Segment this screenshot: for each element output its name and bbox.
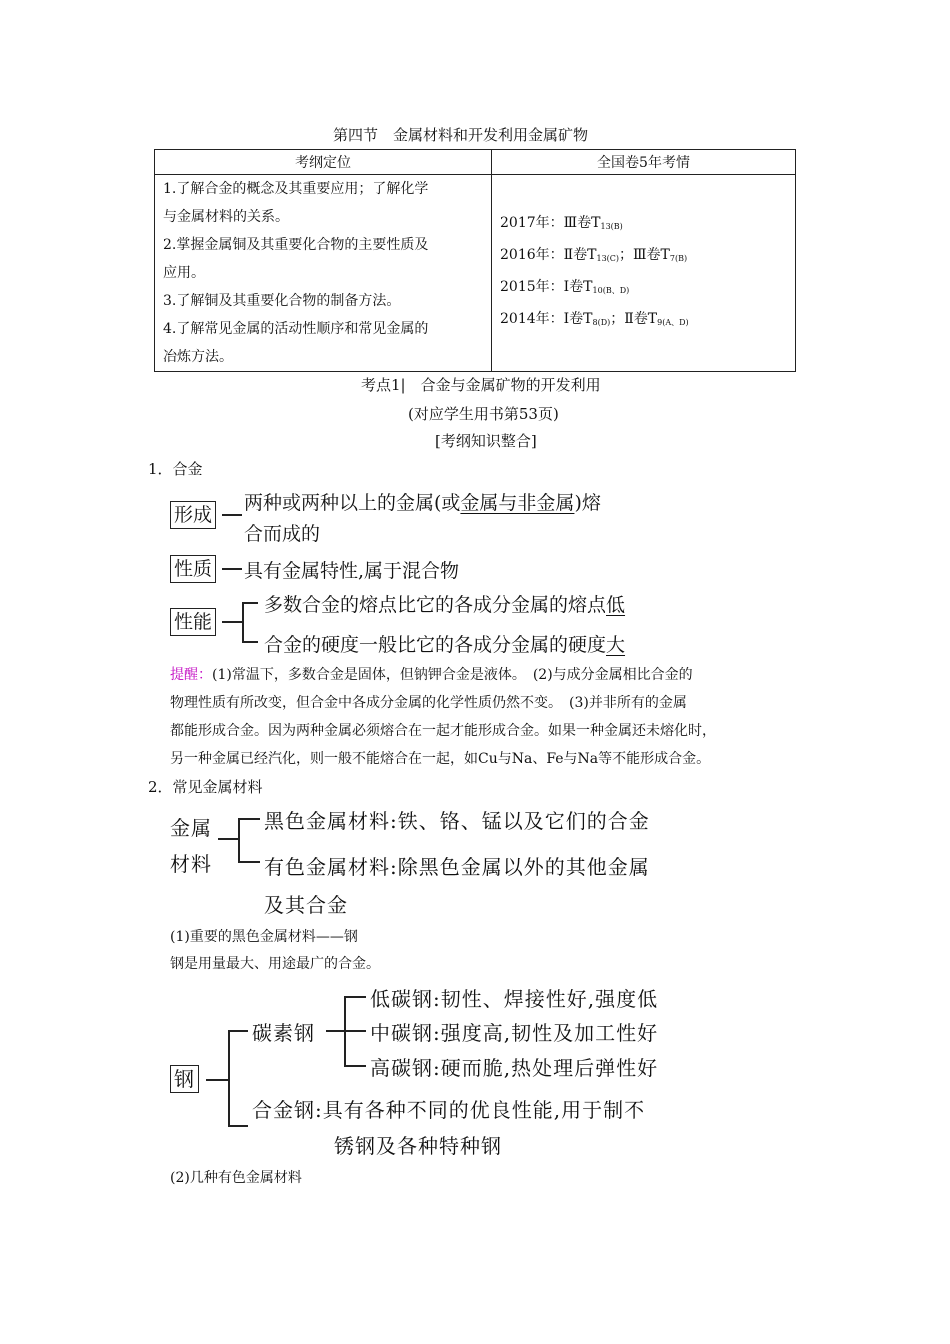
bracket-line — [242, 602, 258, 604]
nature-text: 具有金属特性,属于混合物 — [244, 560, 460, 582]
exam-row: 2014年：Ⅰ卷$T_{8(D)}$；Ⅱ卷$T_{9(A、D)}$ — [500, 311, 689, 327]
knowledge-heading: [考纲知识整合] — [435, 432, 537, 450]
connector-line — [222, 621, 242, 623]
exam-row: 2017年：Ⅲ卷$T_{13(B)}$ — [500, 215, 623, 231]
performance-label: 性能 — [170, 608, 216, 636]
bracket-line — [344, 1065, 366, 1067]
table-header-syllabus: 考纲定位 — [155, 150, 492, 175]
syllabus-line: 1.了解合金的概念及其重要应用；了解化学 — [163, 181, 429, 197]
syllabus-cell — [155, 175, 492, 372]
section-heading-materials: 2．常见金属材料 — [148, 778, 263, 796]
page-title: 第四节 金属材料和开发利用金属矿物 — [333, 126, 589, 144]
syllabus-table — [154, 149, 796, 372]
exam-row: 2015年：Ⅰ卷$T_{10(B、D)}$ — [500, 279, 630, 295]
alloy-steel-cont: 锈钢及各种特种钢 — [334, 1134, 502, 1158]
form-text: 两种或两种以上的金属(或金属与非金属)熔 — [244, 492, 601, 514]
subheading-ferrous: (1)重要的黑色金属材料——钢 — [170, 929, 358, 945]
connector-line — [222, 514, 242, 516]
form-label: 形成 — [170, 501, 216, 529]
ferrous-materials: 黑色金属材料:铁、铬、锰以及它们的合金 — [264, 809, 650, 833]
tip-line: 提醒：(1)常温下，多数合金是固体，但钠钾合金是液体。 (2)与成分金属相比合金的 — [170, 667, 693, 683]
nonferrous-materials-cont: 及其合金 — [264, 893, 348, 917]
exam-history-cell — [492, 175, 796, 372]
syllabus-line: 应用。 — [163, 265, 205, 281]
high-carbon-steel: 高碳钢:硬而脆,热处理后弹性好 — [370, 1056, 659, 1080]
mid-carbon-steel: 中碳钢:强度高,韧性及加工性好 — [370, 1021, 659, 1045]
tip-line: 物理性质有所改变，但合金中各成分金属的化学性质仍然不变。 (3)并非所有的金属 — [170, 695, 687, 711]
connector-line — [206, 1079, 228, 1081]
syllabus-line: 3.了解铜及其重要化合物的制备方法。 — [163, 293, 401, 309]
exam-row: 2016年：Ⅱ卷$T_{13(C)}$；Ⅲ卷$T_{7(B)}$ — [500, 247, 688, 263]
bracket-line — [228, 1125, 248, 1127]
syllabus-line: 4.了解常见金属的活动性顺序和常见金属的 — [163, 321, 429, 337]
bracket-line — [238, 818, 240, 862]
performance-text-2: 合金的硬度一般比它的各成分金属的硬度大 — [264, 634, 626, 656]
alloy-steel: 合金钢:具有各种不同的优良性能,用于制不 — [252, 1098, 646, 1122]
book-reference: (对应学生用书第53页) — [408, 405, 559, 423]
bracket-line — [242, 602, 244, 642]
performance-text-1: 多数合金的熔点比它的各成分金属的熔点低 — [264, 594, 626, 616]
nonferrous-materials: 有色金属材料:除黑色金属以外的其他金属 — [264, 855, 650, 879]
bracket-line — [344, 1030, 366, 1032]
nature-label: 性质 — [170, 555, 216, 583]
tip-line: 都能形成合金。因为两种金属必须熔合在一起才能形成合金。如果一种金属还未熔化时， — [170, 723, 716, 739]
bracket-line — [228, 1030, 230, 1126]
connector-line — [222, 568, 242, 570]
metal-materials-label: 金属 — [170, 816, 212, 840]
bracket-line — [238, 861, 260, 863]
tip-label: 提醒： — [170, 667, 212, 683]
metal-materials-label: 材料 — [170, 852, 212, 876]
subheading-nonferrous: (2)几种有色金属材料 — [170, 1170, 302, 1186]
table-header-exam: 全国卷5年考情 — [492, 150, 796, 175]
low-carbon-steel: 低碳钢:韧性、焊接性好,强度低 — [370, 987, 659, 1011]
bracket-line — [238, 818, 260, 820]
bracket-line — [344, 996, 366, 998]
form-text-cont: 合而成的 — [244, 523, 321, 545]
bracket-line — [242, 641, 258, 643]
steel-label: 钢 — [170, 1065, 199, 1093]
bracket-line — [228, 1030, 248, 1032]
syllabus-line: 冶炼方法。 — [163, 349, 233, 365]
syllabus-line: 2.掌握金属铜及其重要化合物的主要性质及 — [163, 237, 429, 253]
steel-description: 钢是用量最大、用途最广的合金。 — [170, 956, 380, 972]
connector-line — [326, 1030, 344, 1032]
topic-heading: 考点1| 合金与金属矿物的开发利用 — [361, 376, 601, 394]
syllabus-line: 与金属材料的关系。 — [163, 209, 289, 225]
carbon-steel-label: 碳素钢 — [252, 1021, 315, 1045]
tip-line: 另一种金属已经汽化，则一般不能熔合在一起，如Cu与Na、Fe与Na等不能形成合金。 — [170, 751, 711, 767]
section-heading-alloy: 1．合金 — [148, 460, 203, 478]
connector-line — [218, 838, 238, 840]
